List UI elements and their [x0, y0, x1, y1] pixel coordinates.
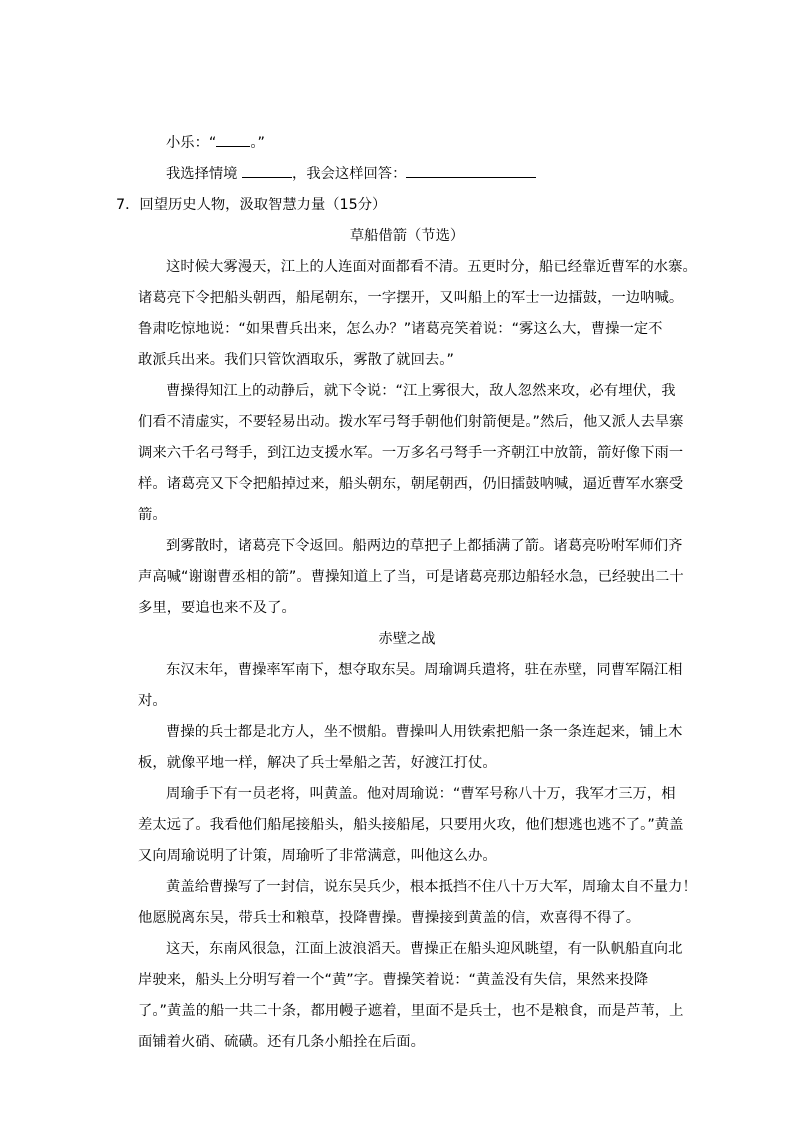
text-row: 了。”黄盖的船一共二十条，都用幔子遮着，里面不是兵士，也不是粮食，而是芦苇，上 [138, 1003, 684, 1019]
passage-1-title: 草船借箭（节选） [349, 228, 465, 244]
text-row: 这天，东南风很急，江面上波浪滔天。曹操正在船头迎风眺望，有一队帆船直向北 [166, 941, 683, 957]
passage-2-paragraph-5 [138, 934, 684, 1058]
passage-2-paragraph-1 [138, 655, 683, 717]
scenario-blank [242, 163, 292, 178]
text-row: 又向周瑜说明了计策，周瑜听了非常满意，叫他这么办。 [138, 848, 497, 864]
text-row: 黄盖给曹操写了一封信，说东吴兵少，根本抵挡不住八十万大军，周瑜太自不量力！ [166, 879, 697, 895]
text-row: 箭。 [138, 507, 167, 523]
text-row: 周瑜手下有一员老将，叫黄盖。他对周瑜说：“曹军号称八十万，我军才三万，相 [166, 786, 676, 802]
text-row: 岸驶来，船头上分明写着一个“黄”字。曹操笑着说：“黄盖没有失信，果然来投降 [138, 972, 649, 988]
choose-prefix: 我选择情境 [166, 166, 238, 182]
text-row: 样。诸葛亮又下令把船掉过来，船头朝东，朝尾朝西，仍旧擂鼓呐喊，逼近曹军水寨受 [138, 476, 684, 492]
text-row: 调来六千名弓弩手，到江边支援水军。一万多名弓弩手一齐朝江中放箭，箭好像下雨一 [138, 445, 684, 461]
answer-blank-1 [216, 132, 250, 147]
choose-middle: ，我会这样回答： [292, 166, 407, 182]
passage-1-paragraph-1 [138, 252, 697, 376]
passage-2-title: 赤壁之战 [378, 631, 436, 647]
text-row: 多里，要追也来不及了。 [138, 600, 296, 616]
xiaole-suffix: 。” [250, 135, 265, 151]
text-row: 板，就像平地一样，解决了兵士晕船之苦，好渡江打仗。 [138, 755, 497, 771]
text-row: 到雾散时，诸葛亮下令返回。船两边的草把子上都插满了箭。诸葛亮吩咐军师们齐 [166, 538, 683, 554]
question-7-heading: 7．回望历史人物，汲取智慧力量（15分） [116, 197, 387, 213]
passage-1-paragraph-2 [138, 376, 684, 531]
text-row: 差太远了。我看他们船尾接船头，船头接船尾，只要用火攻，他们想逃也逃不了。”黄盖 [138, 817, 684, 833]
passage-2-paragraph-4 [138, 872, 697, 934]
xiaole-prefix: 小乐：“ [166, 135, 217, 151]
text-row: 对。 [138, 693, 167, 709]
text-row: 鲁肃吃惊地说：“如果曹兵出来，怎么办？”诸葛亮笑着说：“雾这么大，曹操一定不 [138, 321, 663, 337]
text-row: 声高喊“谢谢曹丞相的箭”。曹操知道上了当，可是诸葛亮那边船轻水急，已经驶出二十 [138, 569, 684, 585]
text-row: 面铺着火硝、硫磺。还有几条小船拴在后面。 [138, 1034, 425, 1050]
text-row: 们看不清虚实，不要轻易出动。拨水军弓弩手朝他们射箭便是。”然后，他又派人去旱寨 [138, 414, 684, 430]
text-row: 东汉末年，曹操率军南下，想夺取东吴。周瑜调兵遣将，驻在赤壁，同曹军隔江相 [166, 662, 683, 678]
passage-2-paragraph-3 [138, 779, 684, 872]
passage-2-paragraph-2 [138, 717, 683, 779]
text-row: 曹操的兵士都是北方人，坐不惯船。曹操叫人用铁索把船一条一条连起来，铺上木 [166, 724, 683, 740]
text-row: 诸葛亮下令把船头朝西，船尾朝东，一字摆开，又叫船上的军士一边擂鼓，一边呐喊。 [138, 290, 684, 306]
xiaole-line [138, 128, 676, 159]
document-content [116, 128, 697, 1058]
passage-1-paragraph-3 [138, 531, 684, 624]
text-row: 他愿脱离东吴，带兵士和粮草，投降曹操。曹操接到黄盖的信，欢喜得不得了。 [138, 910, 641, 926]
answer-blank-2 [406, 163, 536, 178]
text-row: 敢派兵出来。我们只管饮酒取乐，雾散了就回去。” [138, 352, 454, 368]
text-row: 这时候大雾漫天，江上的人连面对面都看不清。五更时分，船已经靠近曹军的水寨。 [166, 259, 697, 275]
text-row: 曹操得知江上的动静后，就下令说：“江上雾很大，敌人忽然来攻，必有埋伏，我 [166, 383, 676, 399]
choose-scenario-line [138, 159, 676, 190]
